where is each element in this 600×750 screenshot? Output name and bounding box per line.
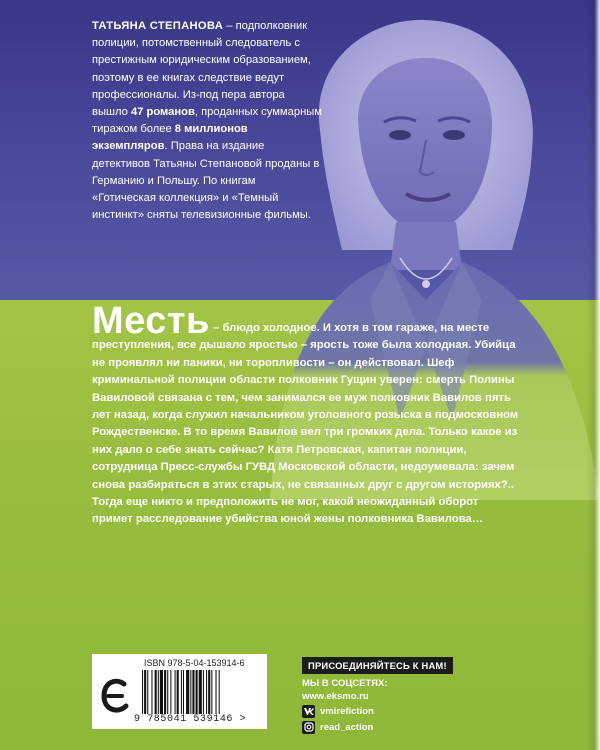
bio-text-2a: Из-под пера автора вышло [92, 88, 285, 119]
bio-text-2b: , проданных суммарным тиражом более [92, 106, 322, 136]
author-name: ТАТЬЯНА СТЕПАНОВА [92, 20, 224, 32]
social-block [302, 657, 453, 734]
barcode-panel [92, 654, 267, 729]
book-annotation [92, 300, 522, 529]
barcode [140, 670, 262, 714]
author-dash: – [223, 20, 233, 32]
novels-count: 47 романов [130, 106, 195, 119]
spine-edge [586, 0, 600, 750]
eksmo-logo-icon [100, 674, 130, 718]
annotation-title: Месть [92, 300, 210, 342]
bio-text-1: подполковник полиции, потомственный следователь с престижным юридическим образованием, поэтому в ее книгах следствие ведут профессионалы. [92, 20, 311, 101]
instagram-row[interactable] [302, 721, 453, 734]
vk-icon [302, 705, 315, 718]
bio-text-3: По книгам «Готическая коллекция» и «Темный инстинкт» сняты телевизионные фильмы. [92, 174, 311, 222]
instagram-handle: read_action [320, 721, 374, 733]
isbn: ISBN 978-5-04-153914-6 [144, 658, 245, 668]
copies-count: 8 миллионов экземпляров [92, 123, 248, 153]
barcode-digits: 9 785041 539146 > [134, 714, 247, 725]
site-link[interactable]: www.eksmo.ru [302, 690, 369, 702]
instagram-icon [302, 721, 315, 734]
vk-row[interactable] [302, 705, 453, 718]
social-title: МЫ В СОЦСЕТЯХ: [302, 678, 388, 689]
annotation-text: – блюдо холодное. И хотя в том гараже, на месте преступления, все дышало яростью – ярость тоже была холодная. Убийца не проявлял ни паники, ни торопливости – он действовал. Шеф криминальной полиции области полковник Гущин уверен: смерть Полины Вавиловой связана с тем, чем занимался ее муж полковник Вавилов пять лет назад, когда служил начальником уголовного розыска в подмосковном Рождественске. В то время Вавилов вел три громких дела. Только какое из них дало о себе знать сейчас? Катя Петровская, капитан полиции, сотрудница Пресс-службы ГУВД Московской области, недоумевала: зачем снова разбираться в этих старых, не связанных друг с другом историях?.. Тогда еще никто и предположить не мог, какой неожиданный оборот примет расследование убийства юной жены полковника Вавилова… [92, 322, 519, 526]
bio-text-2c: . Права на издание детективов Татьяны Степановой проданы в Германию и Польшу. [92, 140, 320, 187]
vk-handle: vmirefiction [320, 705, 374, 717]
join-banner: ПРИСОЕДИНЯЙТЕСЬ К НАМ! [302, 657, 453, 674]
author-bio [92, 18, 322, 224]
